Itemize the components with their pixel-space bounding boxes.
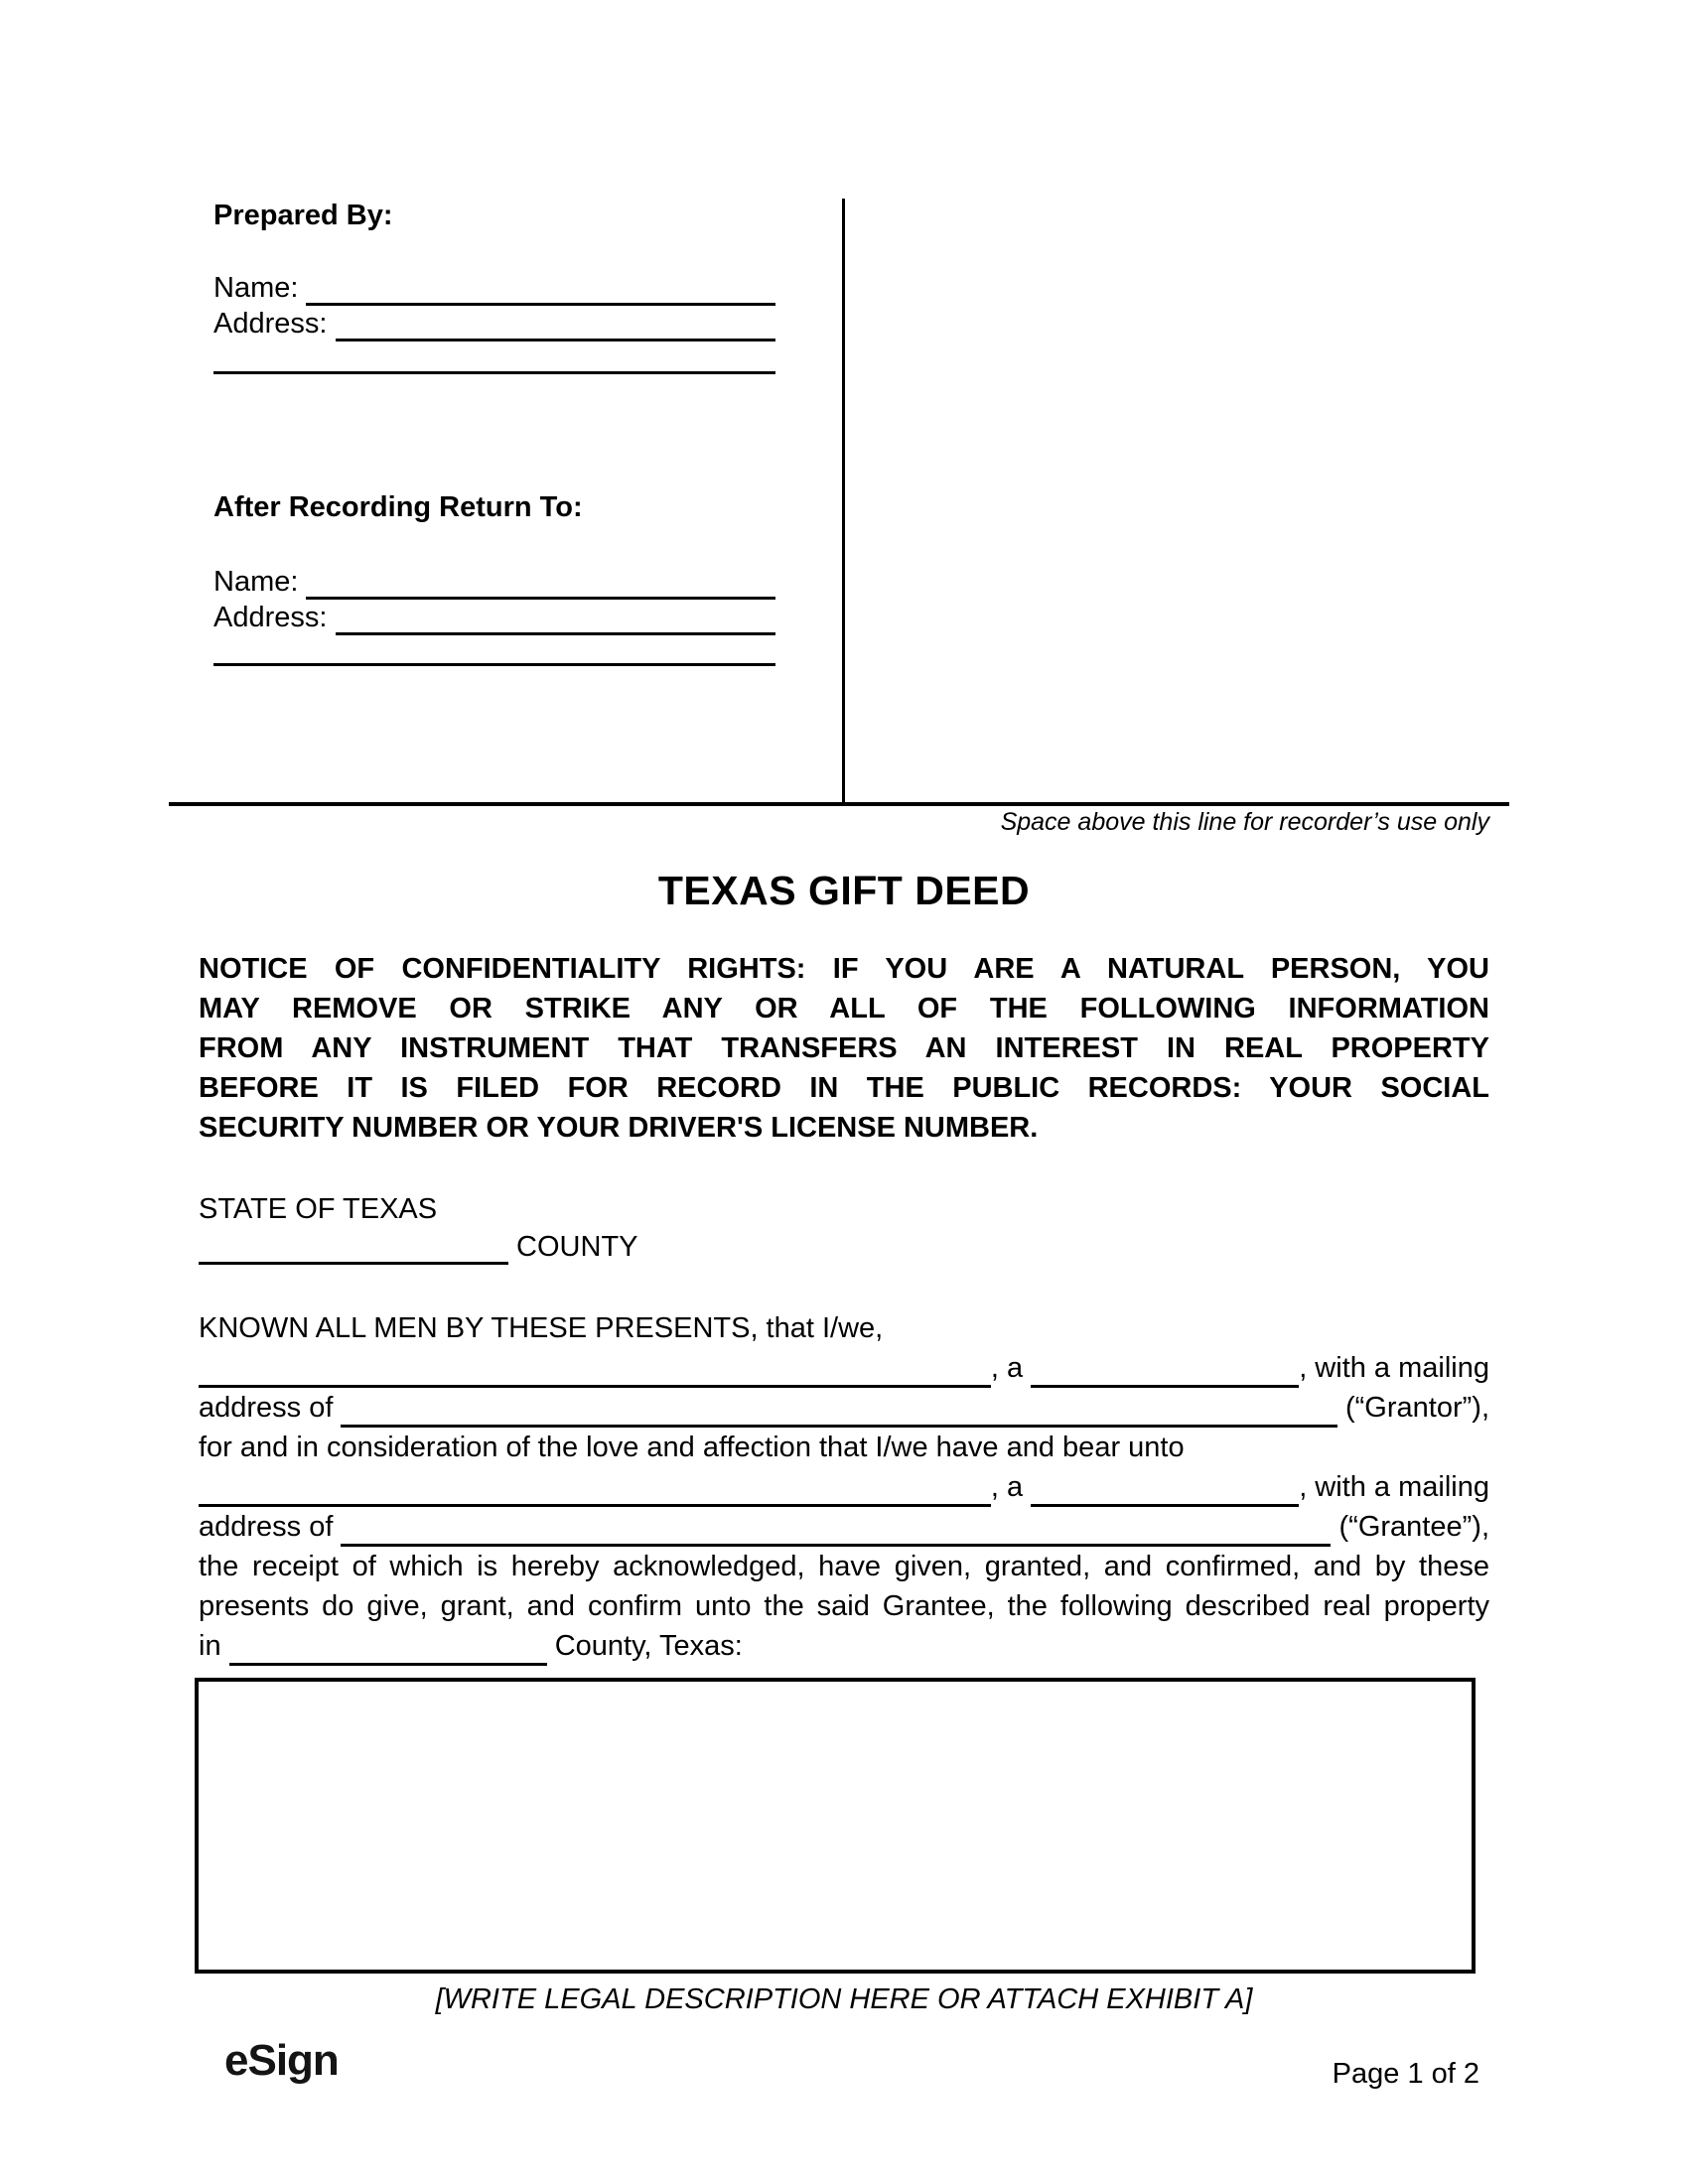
notice-line: BEFORE IT IS FILED FOR RECORD IN THE PUBLIC RECORDS: YOUR SOCIAL [199, 1072, 1489, 1104]
return-to-name-label: Name: [213, 566, 307, 598]
grantor-suffix-text: (“Grantor”), [1336, 1392, 1489, 1424]
grantor-address-field[interactable] [341, 1388, 1336, 1428]
notice-line: NOTICE OF CONFIDENTIALITY RIGHTS: IF YOU ARE A NATURAL PERSON, YOU [199, 953, 1489, 985]
prepared-by-name-row [213, 270, 775, 306]
return-to-address2-field[interactable] [213, 663, 775, 666]
property-county-field[interactable] [229, 1626, 547, 1666]
prepared-by-title: Prepared By: [213, 200, 393, 231]
county-row [199, 1229, 638, 1265]
grantee-suffix-text: (“Grantee”), [1331, 1511, 1489, 1543]
grantor-name-line [199, 1348, 1489, 1388]
prepared-by-address2-field[interactable] [213, 371, 775, 374]
address-of-text: address of [199, 1511, 342, 1543]
grantor-entity-type-field[interactable] [1031, 1348, 1299, 1388]
with-mailing-text: , with a mailing [1299, 1471, 1489, 1503]
county-texas-text: County, Texas: [546, 1630, 743, 1662]
esign-logo: eSign [224, 2036, 339, 2085]
return-to-title: After Recording Return To: [213, 491, 583, 523]
prepared-by-address-row [213, 306, 775, 341]
prepared-by-name-label: Name: [213, 272, 307, 304]
confidentiality-notice [199, 949, 1489, 1148]
with-mailing-text: , with a mailing [1299, 1352, 1489, 1384]
page-title: TEXAS GIFT DEED [657, 868, 1031, 913]
prepared-by-address-label: Address: [213, 308, 336, 340]
comma-a-text: , a [990, 1471, 1032, 1503]
property-county-line [199, 1626, 814, 1666]
prepared-by-name-field[interactable] [306, 270, 775, 306]
return-to-address-label: Address: [213, 602, 336, 633]
grantee-name-line [199, 1467, 1489, 1507]
return-to-address-row [213, 600, 775, 635]
state-of-texas-line: STATE OF TEXAS [199, 1193, 438, 1225]
notice-line: MAY REMOVE OR STRIKE ANY OR ALL OF THE FOLLOWING INFORMATION [199, 993, 1489, 1024]
notice-line: SECURITY NUMBER OR YOUR DRIVER'S LICENSE NUMBER. [199, 1112, 1039, 1144]
address-of-text: address of [199, 1392, 342, 1424]
opening-line: KNOWN ALL MEN BY THESE PRESENTS, that I/we, [199, 1312, 884, 1344]
grantor-name-field[interactable] [199, 1348, 991, 1388]
recorder-use-note: Space above this line for recorder’s use only [1000, 808, 1489, 836]
page-number: Page 1 of 2 [1332, 2058, 1479, 2090]
return-to-name-row [213, 564, 775, 600]
return-to-name-field[interactable] [306, 564, 775, 600]
recorder-divider-vertical [842, 199, 845, 804]
receipt-line: the receipt of which is hereby acknowledged, have given, granted, and confirmed, and by these [199, 1551, 1489, 1582]
in-text: in [199, 1630, 229, 1662]
grantee-address-field[interactable] [341, 1507, 1331, 1547]
county-name-field[interactable] [199, 1229, 508, 1265]
notice-line: FROM ANY INSTRUMENT THAT TRANSFERS AN INTEREST IN REAL PROPERTY [199, 1032, 1489, 1064]
recorder-divider-horizontal [169, 802, 1509, 806]
legal-description-note: [WRITE LEGAL DESCRIPTION HERE OR ATTACH EXHIBIT A] [435, 1983, 1253, 2015]
grantor-address-line [199, 1388, 1489, 1428]
grantee-entity-type-field[interactable] [1031, 1467, 1299, 1507]
prepared-by-address-field[interactable] [336, 306, 776, 341]
grantee-address-line [199, 1507, 1489, 1547]
county-suffix-label: COUNTY [508, 1231, 638, 1263]
legal-description-box[interactable] [195, 1678, 1476, 1974]
presents-line: presents do give, grant, and confirm unto the said Grantee, the following described real property [199, 1590, 1489, 1622]
return-to-address-field[interactable] [336, 600, 776, 635]
grantee-name-field[interactable] [199, 1467, 991, 1507]
consideration-line: for and in consideration of the love and affection that I/we have and bear unto [199, 1432, 1185, 1463]
comma-a-text: , a [990, 1352, 1032, 1384]
